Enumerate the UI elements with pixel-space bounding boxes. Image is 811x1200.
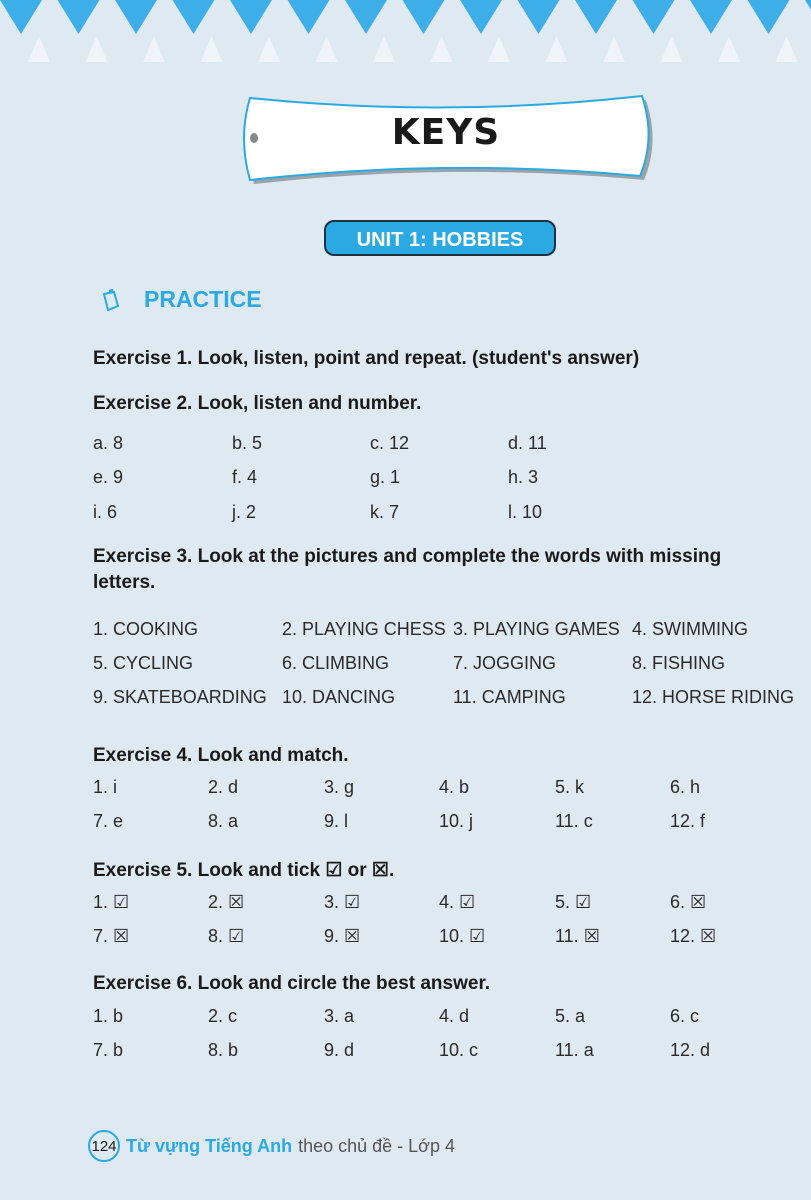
answer-item: 4. d [439, 1006, 470, 1026]
answer-item: 7. ☒ [93, 926, 130, 946]
bunting-flag [748, 0, 790, 34]
answer-item: d. 11 [508, 433, 547, 453]
answer-item: 4. ☑ [439, 892, 476, 912]
answer-item: 2. PLAYING CHESS [282, 619, 446, 639]
answer-item: l. 10 [508, 502, 543, 522]
answer-item: 6. h [670, 777, 701, 797]
answer-item: 12. d [670, 1040, 711, 1060]
answer-item: 11. ☒ [555, 926, 600, 946]
bunting-flag-light [488, 36, 510, 62]
bunting-flag-light [546, 36, 568, 62]
answer-item: 11. CAMPING [453, 687, 566, 707]
answer-item: 2. d [208, 777, 239, 797]
answer-item: 3. g [324, 777, 355, 797]
answer-item: 10. DANCING [282, 687, 396, 707]
bunting-flag-light [661, 36, 683, 62]
answer-item: 10. j [439, 811, 474, 831]
bunting-flag-light [28, 36, 50, 62]
answer-item: 12. HORSE RIDING [632, 687, 795, 707]
answer-item: 4. b [439, 777, 470, 797]
bunting-flag [115, 0, 157, 34]
section-label: PRACTICE [144, 286, 262, 312]
answer-item: 8. FISHING [632, 653, 726, 673]
answer-item: 12. f [670, 811, 706, 831]
bunting-flag-light [143, 36, 165, 62]
answer-item: 6. ☒ [670, 892, 707, 912]
answer-item: 7. e [93, 811, 124, 831]
exercise-2-heading: Exercise 2. Look, listen and number. [93, 393, 422, 414]
answer-item: 9. l [324, 811, 349, 831]
practice-heading [100, 286, 262, 313]
bunting-flag-light [373, 36, 395, 62]
answer-item: 7. b [93, 1040, 124, 1060]
answer-item: 5. CYCLING [93, 653, 194, 673]
bunting-decoration [0, 0, 811, 62]
answer-item: 3. PLAYING GAMES [453, 619, 620, 639]
answer-item: 8. a [208, 811, 239, 831]
answer-item: 4. SWIMMING [632, 619, 748, 639]
bunting-flag-light [776, 36, 798, 62]
bunting-flag-light [86, 36, 108, 62]
answer-item: 2. ☒ [208, 892, 245, 912]
answer-item: 1. b [93, 1006, 124, 1026]
exercise-1-heading: Exercise 1. Look, listen, point and repeat. (student's answer) [93, 348, 640, 369]
answer-item: 11. a [555, 1040, 594, 1060]
answer-item: 5. ☑ [555, 892, 592, 912]
answer-item: c. 12 [370, 433, 410, 453]
bunting-flag [633, 0, 675, 34]
answer-item: 11. c [555, 811, 593, 831]
bunting-flag-light [431, 36, 453, 62]
exercise-5-heading: Exercise 5. Look and tick ☑ or ☒. [93, 860, 395, 881]
answer-item: 3. ☑ [324, 892, 361, 912]
answer-item: 5. a [555, 1006, 586, 1026]
answer-item: 3. a [324, 1006, 355, 1026]
page-footer [88, 1130, 455, 1162]
answer-item: 8. ☑ [208, 926, 245, 946]
answer-item: 12. ☒ [670, 926, 717, 946]
answer-item: 2. c [208, 1006, 238, 1026]
answer-item: f. 4 [232, 467, 258, 487]
book-title-rest: theo chủ đề - Lớp 4 [298, 1135, 455, 1156]
bunting-flag-light [201, 36, 223, 62]
bunting-flag [230, 0, 272, 34]
answer-item: k. 7 [370, 502, 400, 522]
bunting-flag [288, 0, 330, 34]
bunting-flag [690, 0, 732, 34]
bunting-flag [173, 0, 215, 34]
bunting-flag-light [718, 36, 740, 62]
answer-item: 6. CLIMBING [282, 653, 390, 673]
bunting-flag [460, 0, 502, 34]
bunting-flag [58, 0, 100, 34]
bunting-flag [345, 0, 387, 34]
answer-item: 7. JOGGING [453, 653, 557, 673]
answer-item: 6. c [670, 1006, 700, 1026]
exercise-3-heading-cont: letters. [93, 572, 156, 593]
bunting-flag [518, 0, 560, 34]
answer-item: 10. ☑ [439, 926, 486, 946]
page-number: 124 [88, 1130, 120, 1162]
answer-item: j. 2 [232, 502, 257, 522]
bunting-flag [0, 0, 42, 34]
bunting-flag-light [258, 36, 280, 62]
bunting-flag [575, 0, 617, 34]
answer-item: b. 5 [232, 433, 263, 453]
answer-item: h. 3 [508, 467, 539, 487]
bunting-flag [805, 0, 811, 34]
answer-item: 9. SKATEBOARDING [93, 687, 267, 707]
answer-item: 1. ☑ [93, 892, 130, 912]
bunting-flag-light [316, 36, 338, 62]
book-title-bold: Từ vựng Tiếng Anh [126, 1135, 293, 1156]
answer-item: a. 8 [93, 433, 124, 453]
answer-item: 9. d [324, 1040, 355, 1060]
answer-item: 8. b [208, 1040, 239, 1060]
bunting-flag-light [603, 36, 625, 62]
answer-item: 5. k [555, 777, 585, 797]
page-title: KEYS [391, 112, 501, 153]
answer-item: i. 6 [93, 502, 118, 522]
answer-item: 1. COOKING [93, 619, 199, 639]
bunting-flag [403, 0, 445, 34]
clipboard-pencil-icon [100, 288, 124, 312]
answer-item: 9. ☒ [324, 926, 361, 946]
exercise-6-heading: Exercise 6. Look and circle the best answer. [93, 973, 491, 994]
answer-item: e. 9 [93, 467, 124, 487]
exercise-3-heading: Exercise 3. Look at the pictures and complete the words with missing [93, 546, 722, 567]
answer-item: g. 1 [370, 467, 401, 487]
answer-item: 10. c [439, 1040, 479, 1060]
answer-item: 1. i [93, 777, 118, 797]
unit-badge: UNIT 1: HOBBIES [324, 220, 556, 256]
exercise-4-heading: Exercise 4. Look and match. [93, 745, 349, 766]
